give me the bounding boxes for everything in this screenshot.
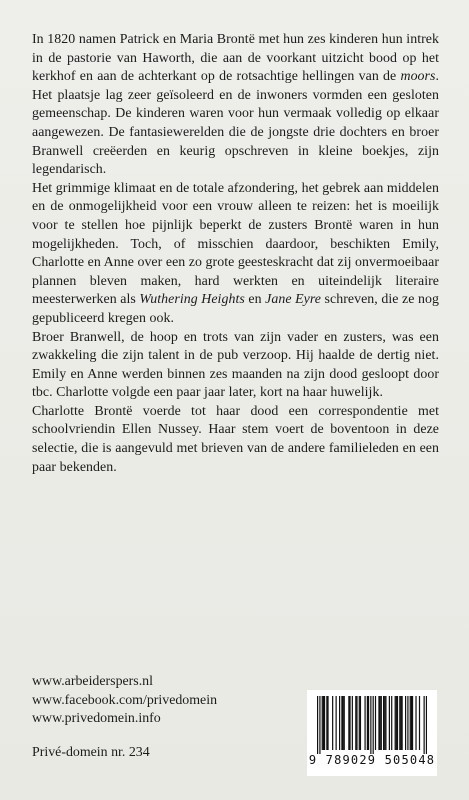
barcode-bar [349, 696, 350, 750]
barcode-bar [322, 696, 323, 750]
text-segment: In 1820 namen Patrick en Maria Brontë met hun zes kinderen hun intrek in de pastorie van Haworth, die aan de voorkant uitzicht bood op het kerkhof en aan de achterkant op de rotsachtige hellingen van de [32, 32, 439, 85]
barcode-bar [375, 696, 376, 750]
barcode-bar [356, 696, 357, 750]
text-segment: Broer Branwell, de hoop en trots van zijn vader en zusters, was een zwakkeling die zijn talent in de pub verzoop. Hij haalde de dertig niet. Emily en Anne werden binnen zes maanden na zijn dood gesloopt door tbc. Charlotte volgde een paar jaar later, kort na haar huwelijk. [32, 329, 439, 401]
barcode-bar [327, 696, 328, 750]
barcode-bar [323, 696, 324, 750]
barcode-bar [402, 696, 403, 750]
barcode-bar [405, 696, 406, 750]
barcode-bar [424, 696, 425, 754]
barcode-bar [359, 696, 360, 750]
blurb-paragraph [32, 31, 439, 180]
barcode-bar [411, 696, 412, 750]
barcode-bar [396, 696, 397, 750]
barcode-bar [397, 696, 398, 750]
barcode-bar [391, 696, 392, 750]
isbn-barcode [307, 690, 437, 776]
isbn-number: 9 789029 505048 [308, 753, 436, 767]
barcode-bar [344, 696, 345, 750]
italic-title: Wuthering Heights [139, 292, 245, 308]
barcode-bar [419, 696, 420, 750]
barcode-bars [317, 696, 427, 754]
barcode-bar [317, 696, 318, 754]
link-privedomein[interactable]: www.privedomein.info [32, 711, 161, 727]
barcode-bar [380, 696, 381, 750]
barcode-bar [378, 696, 379, 750]
barcode-bar [412, 696, 413, 750]
barcode-bar [368, 696, 369, 750]
barcode-bar [355, 696, 356, 750]
text-segment: . Het plaatsje lag zeer geïsoleerd en de inwoners vormden een gesloten gemeenschap. De kinderen waren voor hun vermaak volledig op elkaar aangewezen. De fantasiewerelden die de jongste drie dochters en broer Branwell creëerden en keurig opschreven in kleine boekjes, zijn legendarisch. [32, 69, 439, 178]
blurb-paragraph [32, 180, 439, 329]
barcode-bar [381, 696, 382, 750]
barcode-bar [364, 696, 365, 750]
text-segment: schreven, die ze nog gepubliceerd kregen ook. [32, 292, 439, 326]
barcode-bar [400, 696, 401, 750]
barcode-bar [319, 696, 320, 754]
barcode-bar [360, 696, 361, 750]
barcode-bar [399, 696, 400, 750]
italic-title: moors [400, 69, 436, 85]
barcode-bar [342, 696, 343, 750]
barcode-bar [370, 696, 371, 754]
barcode-bar [326, 696, 327, 750]
barcode-bar [415, 696, 416, 750]
text-segment: en [244, 292, 266, 308]
blurb-paragraph [32, 403, 439, 477]
barcode-bar [348, 696, 349, 750]
barcode-bar [410, 696, 411, 750]
barcode-bar [341, 696, 342, 750]
barcode-bar [389, 696, 390, 750]
barcode-bar [332, 696, 333, 750]
barcode-bar [384, 696, 385, 750]
barcode-bar [324, 696, 325, 750]
barcode-bar [367, 696, 368, 750]
barcode-bar [407, 696, 408, 750]
blurb-paragraph [32, 329, 439, 403]
publisher-links [32, 673, 217, 729]
text-segment: Charlotte Brontë voerde tot haar dood een correspondentie met schoolvriendin Ellen Nussey. Haar stem voert de boventoon in deze selectie, die is aangevuld met brieven van de andere familieleden en een paar bekenden. [32, 403, 439, 475]
link-arbeiderspers[interactable]: www.arbeiderspers.nl [32, 674, 153, 689]
italic-title: Jane Eyre [265, 292, 321, 308]
series-number: Privé-domein nr. 234 [32, 745, 150, 760]
barcode-bar [339, 696, 340, 750]
barcode-bar [426, 696, 427, 754]
link-facebook[interactable]: www.facebook.com/privedomein [32, 692, 218, 708]
text-segment: Het grimmige klimaat en de totale afzondering, het gebrek aan middelen en de onmogelijkheid voor een vrouw alleen te reizen: het is moeilijk voor te stellen hoe pijnlijk beperkt de zusters Brontë waren in hun mogelijkheden. Toch, of misschien daardoor, beschikten Emily, Charlotte en Anne over een zo grote geesteskracht dat zij onvermoeibaar plannen bleven maken, hard werkten en uiteindelijk literaire meesterwerken als [32, 180, 439, 308]
barcode-bar [385, 696, 386, 750]
barcode-bar [383, 696, 384, 750]
barcode-bar [373, 696, 374, 754]
barcode-bar [352, 696, 353, 750]
barcode-bar [395, 696, 396, 750]
barcode-bar [336, 696, 337, 750]
blurb-text [32, 31, 439, 477]
